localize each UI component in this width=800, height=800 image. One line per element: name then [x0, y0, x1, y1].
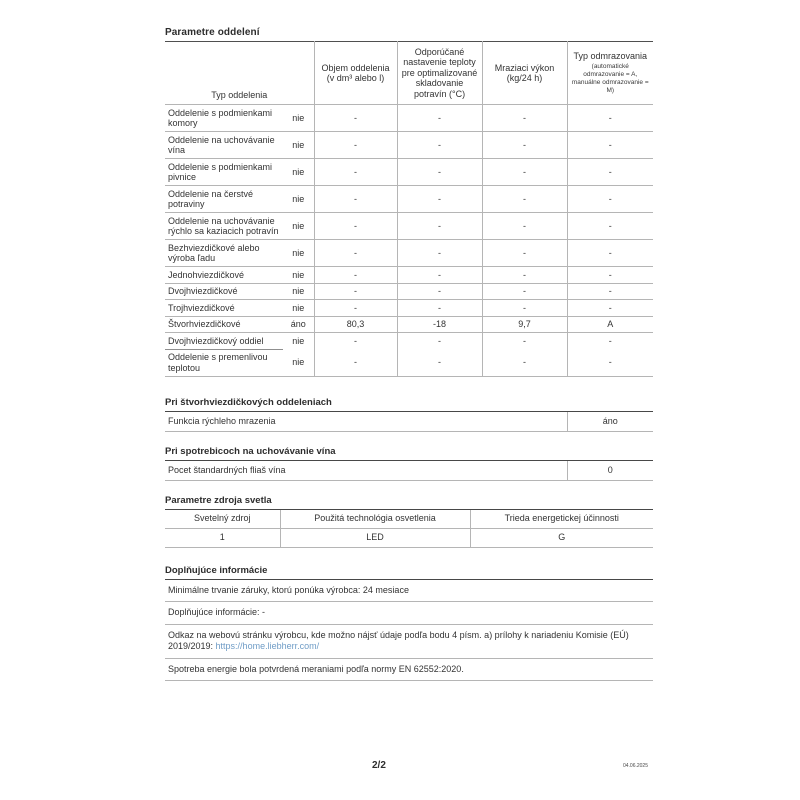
cell-volume: - — [314, 213, 397, 240]
table-row — [165, 461, 653, 481]
cell-label: Oddelenie na čerstvé potraviny — [165, 186, 283, 213]
cell-label: Bezhviezdičkové alebo výroba ľadu — [165, 240, 283, 267]
cell-temp: -18 — [397, 316, 482, 333]
cell-temp: - — [397, 132, 482, 159]
light-source-header: Svetelný zdroj — [165, 510, 280, 529]
cell-volume: - — [314, 283, 397, 300]
cell-defrost: - — [567, 213, 653, 240]
cell-temp: - — [397, 333, 482, 350]
cell-label: Trojhviezdičkové — [165, 300, 283, 317]
light-section — [165, 495, 653, 548]
table-row — [165, 412, 653, 432]
light-header-row — [165, 510, 653, 529]
footer-date: 04.06.2025 — [622, 763, 648, 769]
cell-defrost: - — [567, 283, 653, 300]
cell-present: nie — [283, 213, 314, 240]
cell-present: nie — [283, 349, 314, 376]
cell-temp: - — [397, 300, 482, 317]
extra-info-row: Doplňujúce informácie: - — [165, 602, 653, 625]
warranty-row: Minimálne trvanie záruky, ktorú ponúka výrobca: 24 mesiace — [165, 580, 653, 603]
cell-defrost: - — [567, 267, 653, 284]
table-row — [165, 349, 653, 376]
cell-volume: - — [314, 349, 397, 376]
cell-defrost: - — [567, 186, 653, 213]
cell-present: nie — [283, 240, 314, 267]
cell-volume: 80,3 — [314, 316, 397, 333]
light-title: Parametre zdroja svetla — [165, 495, 653, 510]
cell-defrost: A — [567, 316, 653, 333]
cell-label: Oddelenie s podmienkami pivnice — [165, 159, 283, 186]
cell-label: Dvojhviezdičkový oddiel — [165, 333, 283, 350]
compartments-table — [165, 41, 653, 377]
light-technology-value: LED — [280, 528, 470, 547]
table-row — [165, 213, 653, 240]
wine-bottles-label: Pocet štandardných fliaš vína — [165, 461, 567, 481]
cell-temp: - — [397, 267, 482, 284]
cell-temp: - — [397, 349, 482, 376]
table-row — [165, 283, 653, 300]
cell-volume: - — [314, 267, 397, 284]
cell-temp: - — [397, 240, 482, 267]
cell-capacity: - — [482, 159, 567, 186]
col-header-temperature: Odporúčané nastavenie teploty pre optimalizované skladovanie potravín (°C) — [397, 42, 482, 105]
col-header-volume: Objem oddelenia (v dm³ alebo l) — [314, 42, 397, 105]
table-row-four-star — [165, 316, 653, 333]
cell-capacity: - — [482, 186, 567, 213]
energy-standard-row: Spotreba energie bola potvrdená meraniami podľa normy EN 62552:2020. — [165, 659, 653, 682]
cell-volume: - — [314, 159, 397, 186]
light-value-row — [165, 528, 653, 547]
wine-title: Pri spotrebicoch na uchovávanie vína — [165, 446, 653, 461]
four-star-title: Pri štvorhviezdičkových oddeleniach — [165, 397, 653, 412]
cell-volume: - — [314, 240, 397, 267]
fast-freeze-value: áno — [567, 412, 653, 432]
cell-temp: - — [397, 159, 482, 186]
cell-capacity: - — [482, 300, 567, 317]
cell-defrost: - — [567, 240, 653, 267]
cell-label: Oddelenie s premenlivou teplotou — [165, 349, 283, 376]
cell-volume: - — [314, 132, 397, 159]
cell-label: Štvorhviezdičkové — [165, 316, 283, 333]
light-efficiency-value: G — [470, 528, 653, 547]
cell-label: Jednohviezdičkové — [165, 267, 283, 284]
cell-capacity: - — [482, 333, 567, 350]
cell-label: Oddelenie na uchovávanie rýchlo sa kaziacich potravín — [165, 213, 283, 240]
col-header-type: Typ oddelenia — [165, 42, 314, 105]
table-row — [165, 186, 653, 213]
light-table — [165, 510, 653, 548]
col-header-freezing-capacity: Mraziaci výkon (kg/24 h) — [482, 42, 567, 105]
light-efficiency-header: Trieda energetickej účinnosti — [470, 510, 653, 529]
manufacturer-website-link[interactable]: https://home.liebherr.com/ — [215, 641, 320, 651]
wine-bottles-value: 0 — [567, 461, 653, 481]
cell-temp: - — [397, 105, 482, 132]
cell-present: nie — [283, 159, 314, 186]
cell-capacity: - — [482, 240, 567, 267]
table-row — [165, 333, 653, 350]
cell-temp: - — [397, 213, 482, 240]
manufacturer-link-row — [165, 625, 653, 659]
cell-capacity: 9,7 — [482, 316, 567, 333]
cell-present: nie — [283, 283, 314, 300]
table-row — [165, 267, 653, 284]
cell-temp: - — [397, 186, 482, 213]
header-row — [165, 42, 653, 105]
cell-capacity: - — [482, 132, 567, 159]
cell-capacity: - — [482, 349, 567, 376]
light-technology-header: Použitá technológia osvetlenia — [280, 510, 470, 529]
col-header-defrost-type — [567, 42, 653, 105]
cell-label: Oddelenie s podmienkami komory — [165, 105, 283, 132]
cell-defrost: - — [567, 105, 653, 132]
defrost-type-note: (automatické odmrazovanie = A, manuálne odmrazovanie = M) — [571, 62, 649, 94]
four-star-section — [165, 397, 653, 432]
table-row — [165, 105, 653, 132]
additional-info-title: Doplňujúce informácie — [165, 565, 653, 580]
table-row — [165, 159, 653, 186]
cell-volume: - — [314, 333, 397, 350]
cell-present: nie — [283, 105, 314, 132]
page-number: 2/2 — [372, 760, 386, 771]
fast-freeze-label: Funkcia rýchleho mrazenia — [165, 412, 567, 432]
additional-info-section — [165, 565, 653, 682]
cell-volume: - — [314, 105, 397, 132]
cell-present: nie — [292, 335, 305, 346]
cell-defrost: - — [567, 159, 653, 186]
wine-table — [165, 461, 653, 481]
cell-capacity: - — [482, 267, 567, 284]
cell-capacity: - — [482, 283, 567, 300]
light-source-value: 1 — [165, 528, 280, 547]
cell-defrost: - — [567, 300, 653, 317]
cell-label: Oddelenie na uchovávanie vína — [165, 132, 283, 159]
cell-capacity: - — [482, 105, 567, 132]
cell-defrost: - — [567, 132, 653, 159]
defrost-type-label: Typ odmrazovania — [573, 51, 648, 62]
cell-present: nie — [283, 300, 314, 317]
cell-present: nie — [283, 267, 314, 284]
cell-label: Dvojhviezdičkové — [165, 283, 283, 300]
wine-section — [165, 446, 653, 481]
four-star-table — [165, 412, 653, 432]
table-row — [165, 300, 653, 317]
cell-volume: - — [314, 186, 397, 213]
cell-present: áno — [283, 316, 314, 333]
cell-present: nie — [283, 132, 314, 159]
cell-temp: - — [397, 283, 482, 300]
cell-defrost: - — [567, 349, 653, 376]
cell-present: nie — [283, 186, 314, 213]
cell-volume: - — [314, 300, 397, 317]
compartments-title: Parametre oddelení — [165, 27, 260, 38]
page-content — [165, 27, 653, 681]
manufacturer-link-text: Odkaz na webovú stránku výrobcu, kde možno nájsť údaje podľa bodu 4 písm. a) prílohy k nariadeniu Komisie (EÚ) 2019/2019: — [168, 629, 629, 651]
cell-defrost: - — [567, 333, 653, 350]
table-row — [165, 240, 653, 267]
cell-capacity: - — [482, 213, 567, 240]
table-row — [165, 132, 653, 159]
